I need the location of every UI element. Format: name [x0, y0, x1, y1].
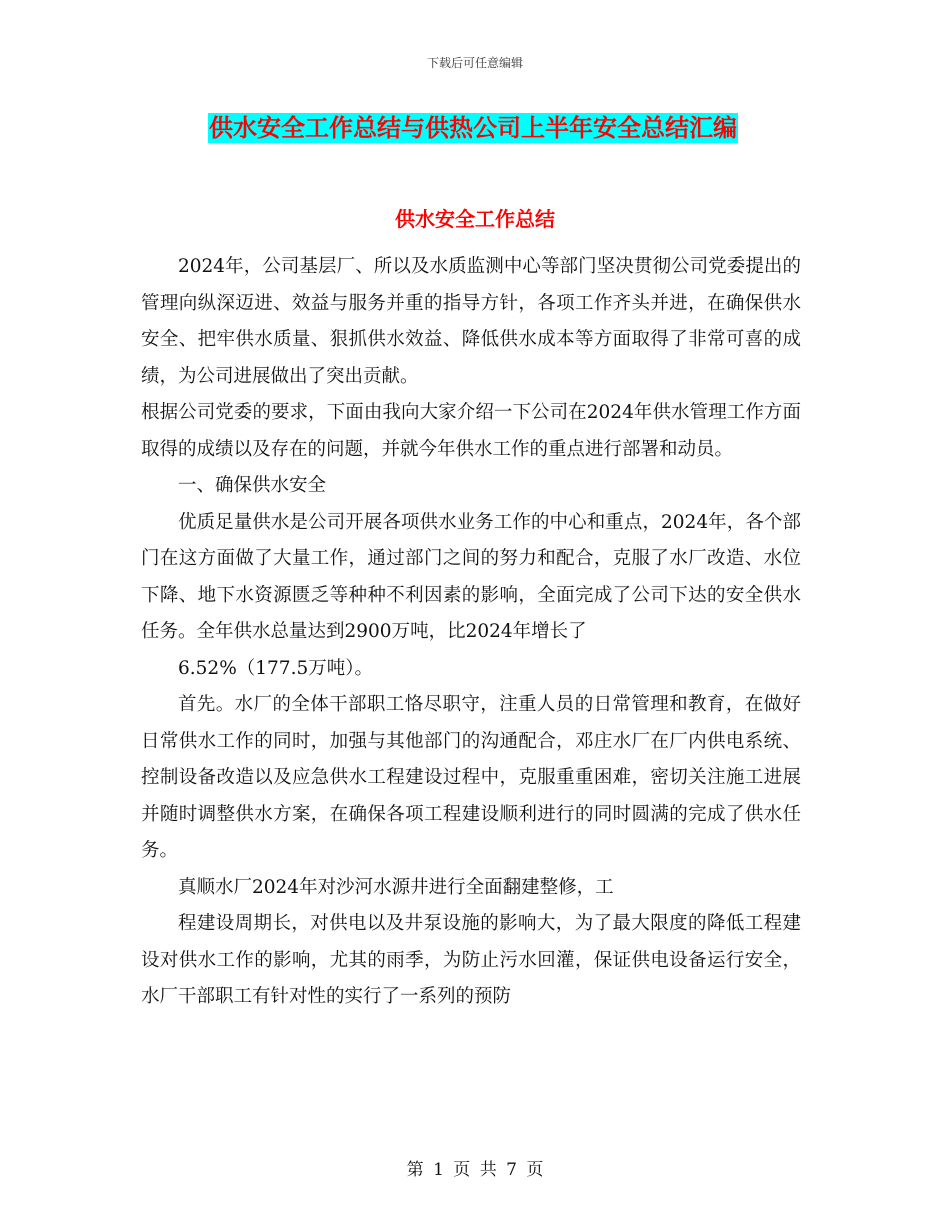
subheading-supply-safety: 一、确保供水安全 [178, 475, 327, 496]
paragraph-overview: 根据公司党委的要求，下面由我向大家介绍一下公司在2024年供水管理工作方面取得的成绩以及存在的问题，并就今年供水工作的重点进行部署和动员。 [141, 402, 801, 460]
document-body [141, 249, 801, 1016]
header-note: 下载后可任意编辑 [426, 56, 523, 70]
paragraph-zhenshun: 真顺水厂2024年对沙河水源井进行全面翻建整修，工 [178, 876, 614, 898]
page-number: 第 1 页 共 7 页 [406, 1160, 544, 1180]
paragraph-construction: 程建设周期长，对供电以及井泵设施的影响大，为了最大限度的降低工程建设对供水工作的影响，尤其的雨季，为防止污水回灌，保证供电设备运行安全，水厂干部职工有针对性的实行了一系列的预防 [141, 913, 801, 1007]
document-title: 供水安全工作总结与供热公司上半年安全总结汇编 [209, 114, 737, 142]
section-title: 供水安全工作总结 [395, 207, 555, 231]
paragraph-intro: 2024年，公司基层厂、所以及水质监测中心等部门坚决贯彻公司党委提出的管理向纵深迈进、效益与服务并重的指导方针，各项工作齐头并进，在确保供水安全、把牢供水质量、狠抓供水效益、降低供水成本等方面取得了非常可喜的成绩，为公司进展做出了突出贡献。 [141, 256, 801, 387]
paragraph-first: 首先。水厂的全体干部职工恪尽职守，注重人员的日常管理和教育，在做好日常供水工作的同时，加强与其他部门的沟通配合，邓庄水厂在厂内供电系统、控制设备改造以及应急供水工程建设过程中，克服重重困难，密切关注施工进展并随时调整供水方案，在确保各项工程建设顺利进行的同时圆满的完成了供水任务。 [141, 694, 801, 861]
paragraph-growth-rate: 6.52%（177.5万吨）。 [178, 657, 373, 679]
paragraph-supply-quality: 优质足量供水是公司开展各项供水业务工作的中心和重点，2024年，各个部门在这方面做了大量工作，通过部门之间的努力和配合，克服了水厂改造、水位下降、地下水资源匮乏等种种不利因素的影响，全面完成了公司下达的安全供水任务。全年供水总量达到2900万吨，比2024年增长了 [141, 511, 801, 642]
